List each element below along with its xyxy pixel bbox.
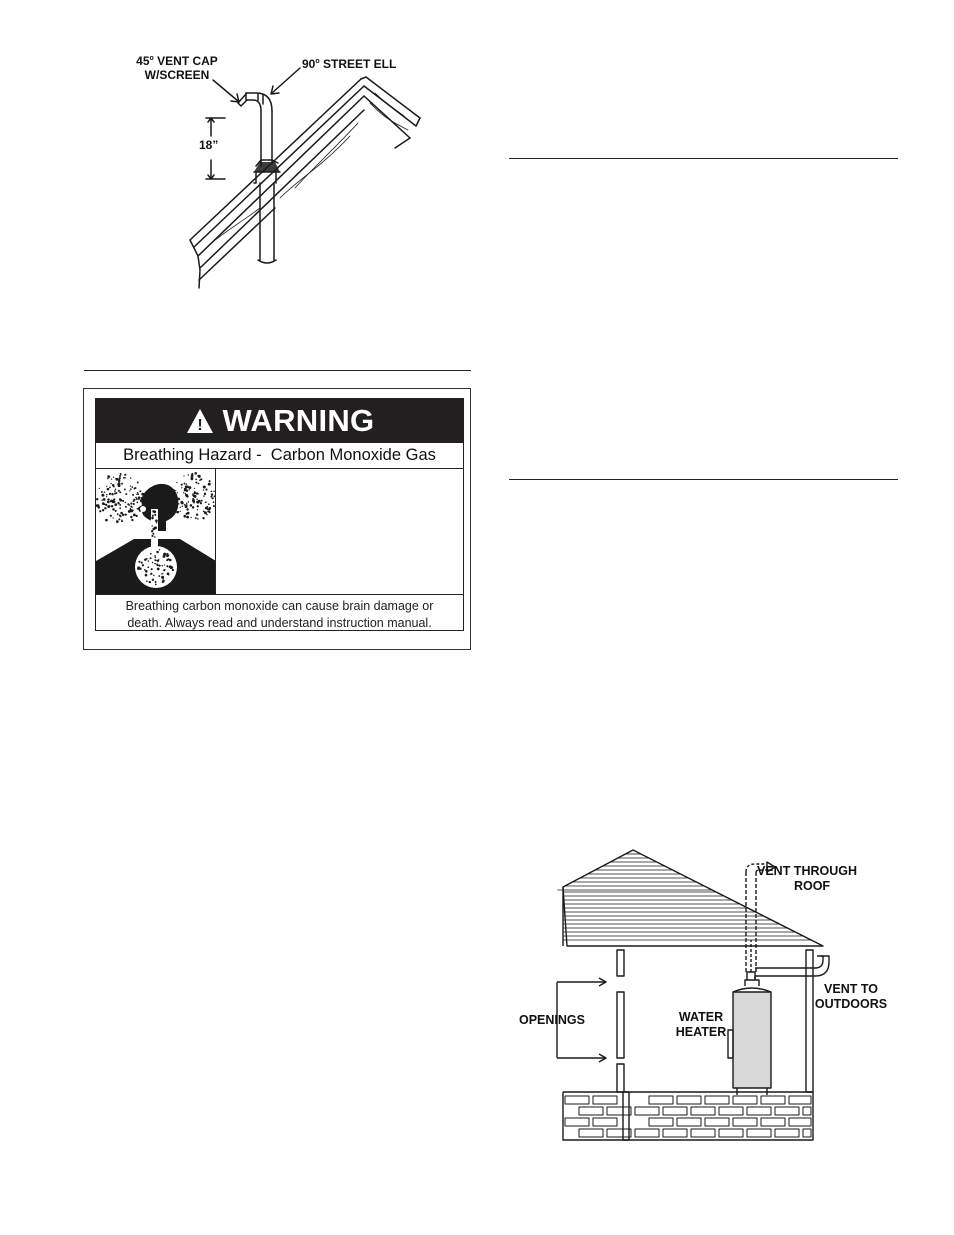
vent-cap-text: VENT CAP xyxy=(157,54,218,68)
vent-through-roof-label-2: ROOF xyxy=(793,879,831,893)
street-ell-angle: 90 xyxy=(302,57,316,71)
foundation-bricks xyxy=(565,1096,811,1137)
street-ell-degree: o xyxy=(315,58,320,65)
roof-vent-figure xyxy=(120,48,440,298)
roof-vent-drawing xyxy=(120,48,440,298)
warning-exclamation-glyph: ! xyxy=(196,417,203,434)
section-rule-right-middle xyxy=(509,479,898,480)
warning-label xyxy=(83,388,471,650)
gas-cloud-left xyxy=(96,473,144,523)
height-label: 18” xyxy=(199,138,219,152)
gas-cloud-right xyxy=(171,472,215,520)
water-heater-label-2: HEATER xyxy=(675,1025,727,1039)
openings-label: OPENINGS xyxy=(519,1013,585,1027)
section-rule-left xyxy=(84,370,471,371)
breathing-hazard-drawing xyxy=(96,469,216,594)
house-venting-figure xyxy=(505,840,905,1152)
hazard-bar xyxy=(96,443,463,469)
warning-body-line-1: Breathing carbon monoxide can cause brain damage or xyxy=(125,599,434,613)
vent-through-roof-label-1: VENT THROUGH xyxy=(757,864,857,878)
vent-cap-angle: 45 xyxy=(136,54,150,68)
water-heater-label-1: WATER xyxy=(678,1010,724,1024)
warning-title: WARNING xyxy=(222,403,375,438)
warning-label-inner xyxy=(95,398,464,631)
warning-header xyxy=(96,399,463,443)
warning-body-text xyxy=(96,594,463,632)
breathing-hazard-pictogram xyxy=(96,469,216,594)
street-ell-text: STREET ELL xyxy=(322,57,397,71)
house-venting-drawing xyxy=(505,840,905,1152)
hazard-text: Breathing Hazard - Carbon Monoxide Gas xyxy=(123,446,436,464)
warning-body-line-2: death. Always read and understand instruction manual. xyxy=(127,616,432,630)
vent-cap-degree: o xyxy=(149,55,154,62)
section-rule-right-top xyxy=(509,158,898,159)
vent-to-outdoors-label-2: OUTDOORS xyxy=(814,997,888,1011)
vent-to-outdoors-label-1: VENT TO xyxy=(824,982,878,996)
warning-triangle-icon xyxy=(185,407,215,435)
vent-cap-screen-text: W/SCREEN xyxy=(144,68,210,82)
